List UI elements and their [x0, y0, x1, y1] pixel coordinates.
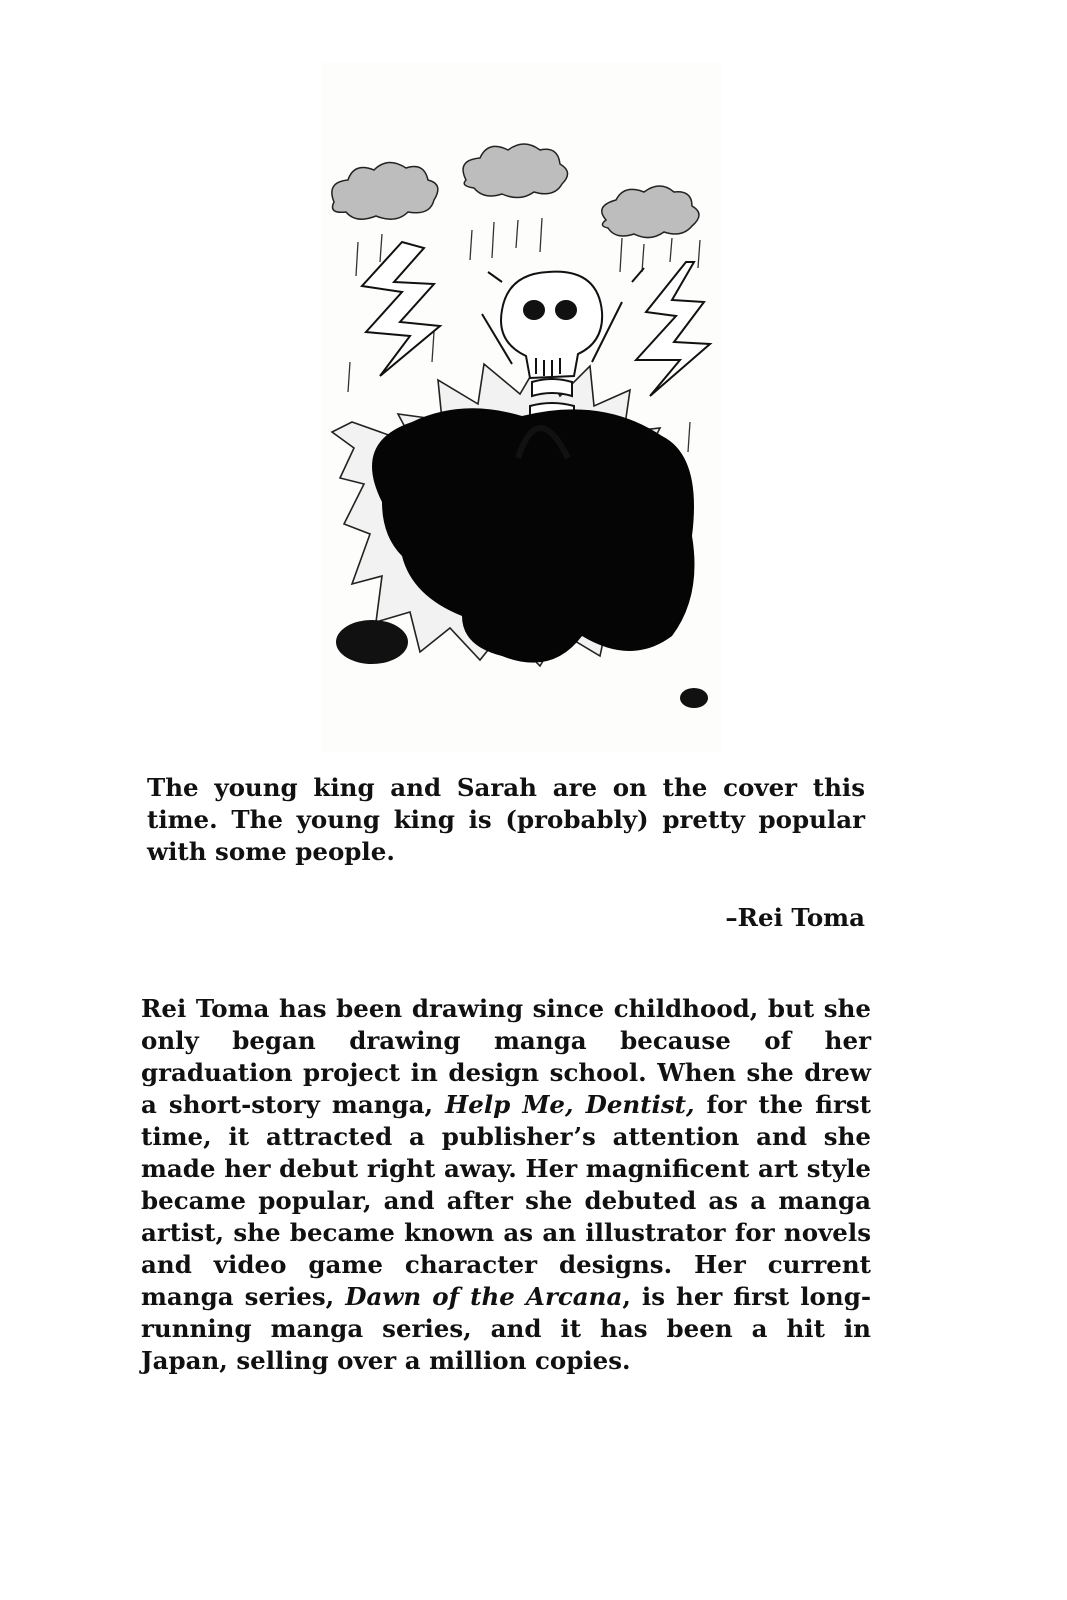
- rock-icon: [336, 620, 408, 664]
- book-title-help-me-dentist: Help Me, Dentist,: [445, 1090, 695, 1119]
- author-bio: Rei Toma has been drawing since childhood, but she only began drawing manga because of her graduation project in design school. When she drew a short-story manga, Help Me, Dentist, for the first time, it attracted a publisher’s attention and she made her debut right away. Her magnificent art style became popular, and after she debuted as a manga artist, she became known as an illustrator for novels and video game character designs. Her current manga series, Dawn of the Arcana, is her first long-running manga series, and it has been a hit in Japan, selling over a million copies.: [141, 994, 871, 1375]
- author-caption: The young king and Sarah are on the cover this time. The young king is (probably) pretty popular with some people.: [147, 773, 865, 866]
- author-illustration: [322, 62, 722, 752]
- author-signature: –Rei Toma: [725, 903, 865, 932]
- book-title-dawn-of-the-arcana: Dawn of the Arcana: [345, 1282, 623, 1311]
- cloud-icon: [332, 144, 699, 238]
- skeleton-shock-icon: [322, 62, 722, 752]
- pebble-icon: [680, 688, 708, 708]
